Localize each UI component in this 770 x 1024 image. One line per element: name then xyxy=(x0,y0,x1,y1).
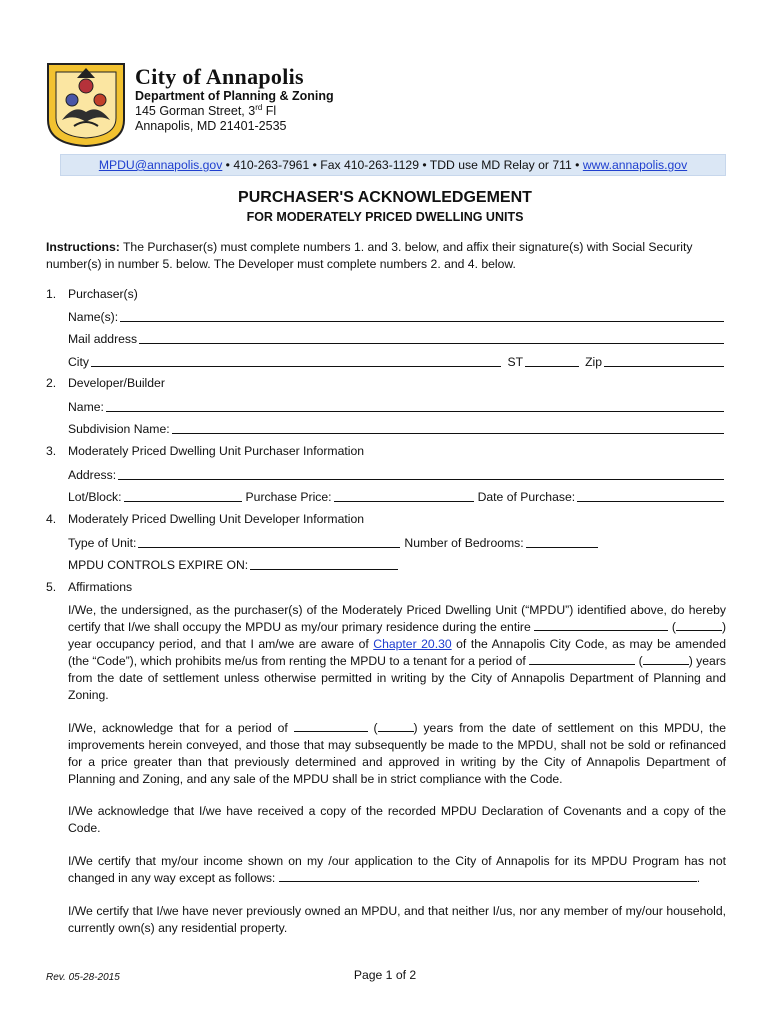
department-name: Department of Planning & Zoning xyxy=(135,89,334,103)
controls-expire-row: MPDU CONTROLS EXPIRE ON: xyxy=(68,557,428,572)
unit-address-field[interactable] xyxy=(118,467,724,480)
section-3-number: 3. xyxy=(46,444,57,458)
website-link[interactable]: www.annapolis.gov xyxy=(582,158,688,172)
section-2-heading: Developer/Builder xyxy=(68,376,165,390)
chapter-link[interactable]: Chapter 20.30 xyxy=(373,637,452,651)
instructions-label: Instructions: xyxy=(46,240,120,254)
income-change-field[interactable] xyxy=(279,870,697,882)
purchaser-mail-field[interactable] xyxy=(139,331,724,344)
section-1-heading: Purchaser(s) xyxy=(68,287,138,301)
section-4-number: 4. xyxy=(46,512,57,526)
section-1-number: 1. xyxy=(46,287,57,301)
purchase-price-field[interactable] xyxy=(334,489,474,502)
controls-expire-field[interactable] xyxy=(250,557,398,570)
revision-date: Rev. 05-28-2015 xyxy=(46,972,120,983)
lot-block-field[interactable] xyxy=(124,489,242,502)
rental-period-words-field[interactable] xyxy=(529,653,635,665)
document-subtitle: FOR MODERATELY PRICED DWELLING UNITS xyxy=(246,210,524,224)
unit-type-row: Type of Unit: Number of Bedrooms: xyxy=(68,535,628,550)
instructions: Instructions: The Purchaser(s) must complete numbers 1. and 3. below, and affix their signature(s) with Social Security number(s) in number 5. below. The Developer must complete numbers 2. and 4. below. xyxy=(46,240,693,271)
purchaser-state-field[interactable] xyxy=(525,354,579,367)
resale-period-words-field[interactable] xyxy=(294,720,368,732)
purchaser-city-field[interactable] xyxy=(91,354,501,367)
purchaser-mail-row: Mail address xyxy=(68,331,726,346)
occupancy-period-words-field[interactable] xyxy=(534,619,668,631)
purchaser-names-field[interactable] xyxy=(120,309,724,322)
developer-name-row: Name: xyxy=(68,399,726,414)
purchaser-names-row: Name(s): xyxy=(68,309,726,324)
occupancy-period-number-field[interactable] xyxy=(676,619,722,631)
subdivision-field[interactable] xyxy=(172,421,724,434)
subdivision-row: Subdivision Name: xyxy=(68,421,726,436)
unit-address-row: Address: xyxy=(68,467,726,482)
purchase-details-row: Lot/Block: Purchase Price: Date of Purchase: xyxy=(68,489,726,504)
affirmation-ownership: I/We certify that I/we have never previously owned an MPDU, and that neither I/us, nor any member of my/our household, currently own(s) any residential property. xyxy=(68,904,726,935)
section-5-heading: Affirmations xyxy=(68,580,133,594)
section-3-heading: Moderately Priced Dwelling Unit Purchaser Information xyxy=(68,444,365,458)
rental-period-number-field[interactable] xyxy=(643,653,689,665)
contact-bar xyxy=(60,154,726,176)
affirmation-resale: I/We, acknowledge that for a period of ( ) years from the date of settlement on this MPDU, the improvements herein conveyed, and those that may subsequently be made to the MPDU, shall not be sold or refinanced for a price greater than that previously determined and approved in writing by the City of Annapolis Department of Planning and Zoning, and any sale of the MPDU shall be in strict compliance with the Code. xyxy=(68,721,726,786)
affirmation-income: I/We certify that my/our income shown on my /our application to the City of Annapolis for its MPDU Program has not changed in any way except as follows: . xyxy=(68,854,726,885)
bedrooms-field[interactable] xyxy=(526,535,598,548)
purchase-date-field[interactable] xyxy=(577,489,724,502)
address-line-1: 145 Gorman Street, 3rd Fl xyxy=(135,103,277,119)
section-5-number: 5. xyxy=(46,580,57,594)
contact-details: • 410-263-7961 • Fax 410-263-1129 • TDD use MD Relay or 711 • xyxy=(222,158,583,172)
section-4-heading: Moderately Priced Dwelling Unit Developer Information xyxy=(68,512,365,526)
city-seal-logo xyxy=(44,60,128,148)
resale-period-number-field[interactable] xyxy=(378,720,414,732)
purchaser-city-row: City ST Zip xyxy=(68,354,726,369)
address-line-2: Annapolis, MD 21401-2535 xyxy=(135,119,287,133)
email-link[interactable]: MPDU@annapolis.gov xyxy=(98,158,223,172)
document-title: PURCHASER'S ACKNOWLEDGEMENT xyxy=(238,189,532,206)
unit-type-field[interactable] xyxy=(138,535,400,548)
org-name: City of Annapolis xyxy=(135,64,304,89)
affirmation-covenants: I/We acknowledge that I/we have received a copy of the recorded MPDU Declaration of Covenants and a copy of the Code. xyxy=(68,804,726,835)
purchaser-zip-field[interactable] xyxy=(604,354,724,367)
developer-name-field[interactable] xyxy=(106,399,724,412)
section-2-number: 2. xyxy=(46,376,57,390)
affirmation-occupancy: I/We, the undersigned, as the purchaser(s) of the Moderately Priced Dwelling Unit (“MPDU”) identified above, do hereby certify that I/we shall occupy the MPDU as my/our primary residence during the entire ( ) year occupancy period, and that I am/we are aware of Chapter 20.30 of the Annapolis City Code, as may be amended (the “Code”), which prohibits me/us from renting the MPDU to a tenant for a period of ( ) years from the date of settlement unless otherwise permitted in writing by the City of Annapolis Department of Planning and Zoning. xyxy=(68,603,726,702)
page-number: Page 1 of 2 xyxy=(353,968,417,982)
